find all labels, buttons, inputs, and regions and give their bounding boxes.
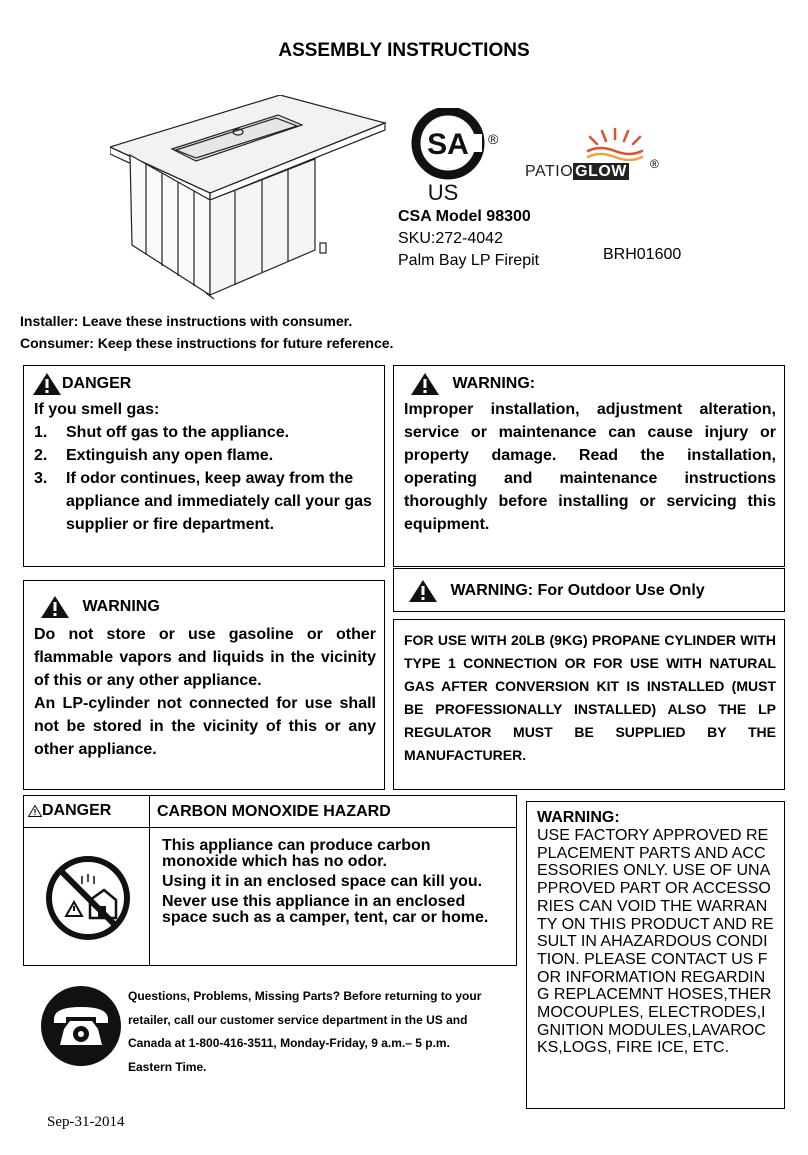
warning-gasoline-heading: WARNING xyxy=(82,598,160,616)
no-enclosed-space-icon xyxy=(44,854,132,942)
co-hazard-box xyxy=(23,795,517,966)
model-line-1: CSA Model 98300 xyxy=(398,208,531,225)
list-item: 2. Extinguish any open flame. xyxy=(34,447,274,464)
page-title: ASSEMBLY INSTRUCTIONS xyxy=(278,40,530,61)
telephone-icon xyxy=(40,985,122,1067)
patioglow-logo xyxy=(525,125,665,195)
brand-reg: ® xyxy=(650,157,659,171)
list-item: 1. Shut off gas to the appliance. xyxy=(34,424,290,441)
warning-outdoor-box xyxy=(393,619,785,790)
model-info xyxy=(398,206,539,272)
consumer-note: Consumer: Keep these instructions for future reference. xyxy=(20,335,394,351)
co-hazard-label: CARBON MONOXIDE HAZARD xyxy=(157,803,391,820)
warning-install-heading: WARNING xyxy=(452,375,530,393)
co-line-2: Using it in an enclosed space can kill you. xyxy=(162,873,483,890)
warning-gasoline-text-2: An LP-cylinder not connected for use shall not be stored in the vicinity of this or any other appliance. xyxy=(34,695,376,758)
warning-install-box: WARNING: Improper installation, adjustment alteration, service or maintenance can cause injury or property damage. Read the installation, operating and maintenance instructions thoroughly before installing or servicing this equipment. xyxy=(393,365,785,567)
warning-triangle-icon xyxy=(28,805,42,817)
warning-triangle-icon xyxy=(410,372,440,396)
svg-text:SA: SA xyxy=(427,128,469,161)
model-code: BRH01600 xyxy=(603,246,682,263)
warning-parts-heading: WARNING: xyxy=(537,809,620,826)
warning-triangle-icon xyxy=(408,579,438,603)
csa-us-logo xyxy=(410,108,505,203)
divider xyxy=(24,827,516,828)
installer-note: Installer: Leave these instructions with consumer. xyxy=(20,313,353,329)
warning-install-text: Improper installation, adjustment alteration, service or maintenance can cause injury or property damage. Read the installation, operating and maintenance instructions thoroughly before installing or servicing this equipment. xyxy=(404,401,776,533)
warning-gasoline-text-1: Do not store or use gasoline or other flammable vapors and liquids in the vicinity of this or any other appliance. xyxy=(34,626,376,689)
svg-text:®: ® xyxy=(488,131,499,147)
warning-outdoor-header xyxy=(393,568,785,612)
warning-outdoor-text: FOR USE WITH 20LB (9KG) PROPANE CYLINDER WITH TYPE 1 CONNECTION OR FOR USE WITH NATURAL GAS AFTER CONVERSION KIT IS INSTALLED (MUST BE PROFESSIONALLY INSTALLED) ALSO THE LP REGULATOR MUST BE SUPPLIED BY THE MANUFACTURER. xyxy=(404,632,776,763)
warning-gasoline-box xyxy=(23,580,385,790)
warning-triangle-icon xyxy=(32,372,62,396)
danger-gas-box xyxy=(23,365,385,567)
brand-glow: GLOW xyxy=(575,163,627,180)
list-item: 3. If odor continues, keep away from the appliance and immediately call your gas supplier or fire department. xyxy=(34,470,372,533)
co-line-3: Never use this appliance in an enclosed space such as a camper, tent, car or home. xyxy=(162,893,489,926)
brand-patio: PATIO xyxy=(525,163,574,180)
warning-parts-box xyxy=(526,801,785,1109)
danger-gas-heading: DANGER xyxy=(62,375,132,393)
warning-parts-text: USE FACTORY APPROVED REPLACEMENT PARTS AND ACCESSORIES ONLY. USE OF UNAPPROVED PART OR ACCESSORIES CAN VOID THE WARRANTY ON THIS PRODUCT AND RESULT IN AHAZARDOUS CONDITION. PLEASE CONTACT US FOR INFORMATION REGARDING REPLACEMNT HOSES,THERMOCOUPLES, ELECTRODES,IGNITION MODULES,LAVAROCKS,LOGS, FIRE ICE, ETC. xyxy=(537,827,774,1057)
warning-outdoor-heading: WARNING: For Outdoor Use Only xyxy=(450,582,705,600)
sun-rays-icon xyxy=(580,125,650,161)
svg-text:US: US xyxy=(427,180,459,203)
model-line-3: Palm Bay LP Firepit xyxy=(398,252,540,269)
danger-gas-intro: If you smell gas: xyxy=(34,401,160,418)
warning-triangle-icon xyxy=(40,595,70,619)
model-line-2: SKU:272-4042 xyxy=(398,230,503,247)
divider xyxy=(149,796,150,965)
firepit-table-illustration xyxy=(110,95,395,300)
contact-text: Questions, Problems, Missing Parts? Before returning to your retailer, call our customer service department in the US and Canada at 1-800-416-3511, Monday-Friday, 9 a.m.– 5 p.m. Eastern Time. xyxy=(128,989,482,1074)
document-date: Sep-31-2014 xyxy=(47,1114,125,1130)
co-danger-label: DANGER xyxy=(42,802,112,819)
co-line-1: This appliance can produce carbon monoxide which has no odor. xyxy=(162,837,431,870)
